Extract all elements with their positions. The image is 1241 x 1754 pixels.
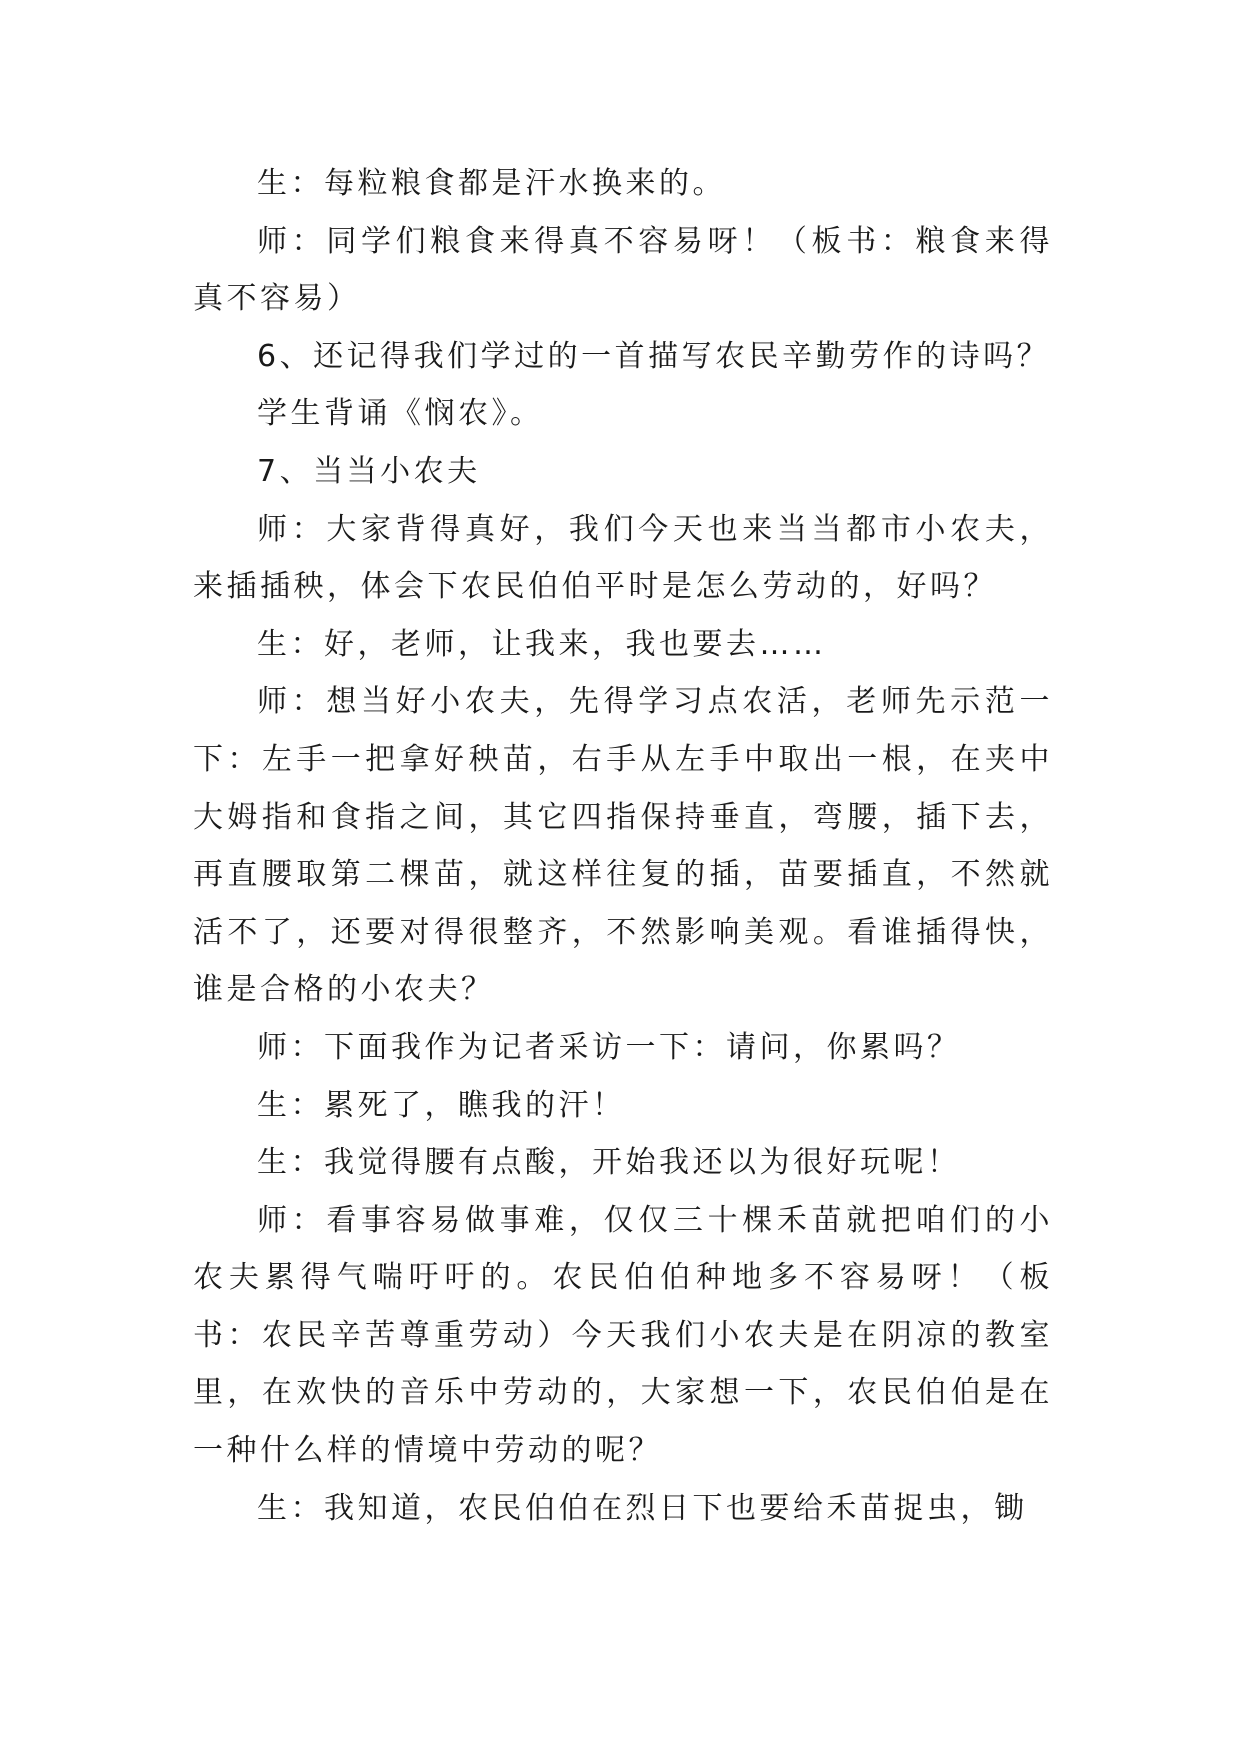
paragraph: 师：想当好小农夫，先得学习点农活，老师先示范一下：左手一把拿好秧苗，右手从左手中取出一根，在夹中大姆指和食指之间，其它四指保持垂直，弯腰，插下去，再直腰取第二棵苗，就这样往复的插，苗要插直，不然就活不了，还要对得很整齐，不然影响美观。看谁插得快，谁是合格的小农夫？ <box>193 684 1053 1008</box>
paragraph: 7、当当小农夫 <box>257 453 481 489</box>
paragraph: 生：我觉得腰有点酸，开始我还以为很好玩呢！ <box>257 1145 961 1181</box>
paragraph: 师：下面我作为记者采访一下：请问，你累吗？ <box>257 1029 961 1065</box>
paragraph: 6、还记得我们学过的一首描写农民辛勤劳作的诗吗？ <box>257 338 1051 374</box>
paragraph: 生：好，老师，让我来，我也要去…… <box>257 626 827 662</box>
paragraph: 师：大家背得真好，我们今天也来当当都市小农夫，来插插秧，体会下农民伯伯平时是怎么劳动的，好吗？ <box>193 511 1053 605</box>
document-body <box>193 155 1053 1537</box>
paragraph: 师：看事容易做事难，仅仅三十棵禾苗就把咱们的小农夫累得气喘吁吁的。农民伯伯种地多不容易呀！（板书：农民辛苦尊重劳动）今天我们小农夫是在阴凉的教室里，在欢快的音乐中劳动的，大家想一下，农民伯伯是在一种什么样的情境中劳动的呢？ <box>193 1202 1053 1469</box>
paragraph: 生：我知道，农民伯伯在烈日下也要给禾苗捉虫，锄 <box>257 1490 1028 1526</box>
paragraph: 生：每粒粮食都是汗水换来的。 <box>257 166 726 201</box>
paragraph: 师：同学们粮食来得真不容易呀！（板书：粮食来得真不容易） <box>193 223 1053 317</box>
paragraph: 生：累死了，瞧我的汗！ <box>257 1087 626 1123</box>
paragraph: 学生背诵《悯农》。 <box>257 396 544 432</box>
